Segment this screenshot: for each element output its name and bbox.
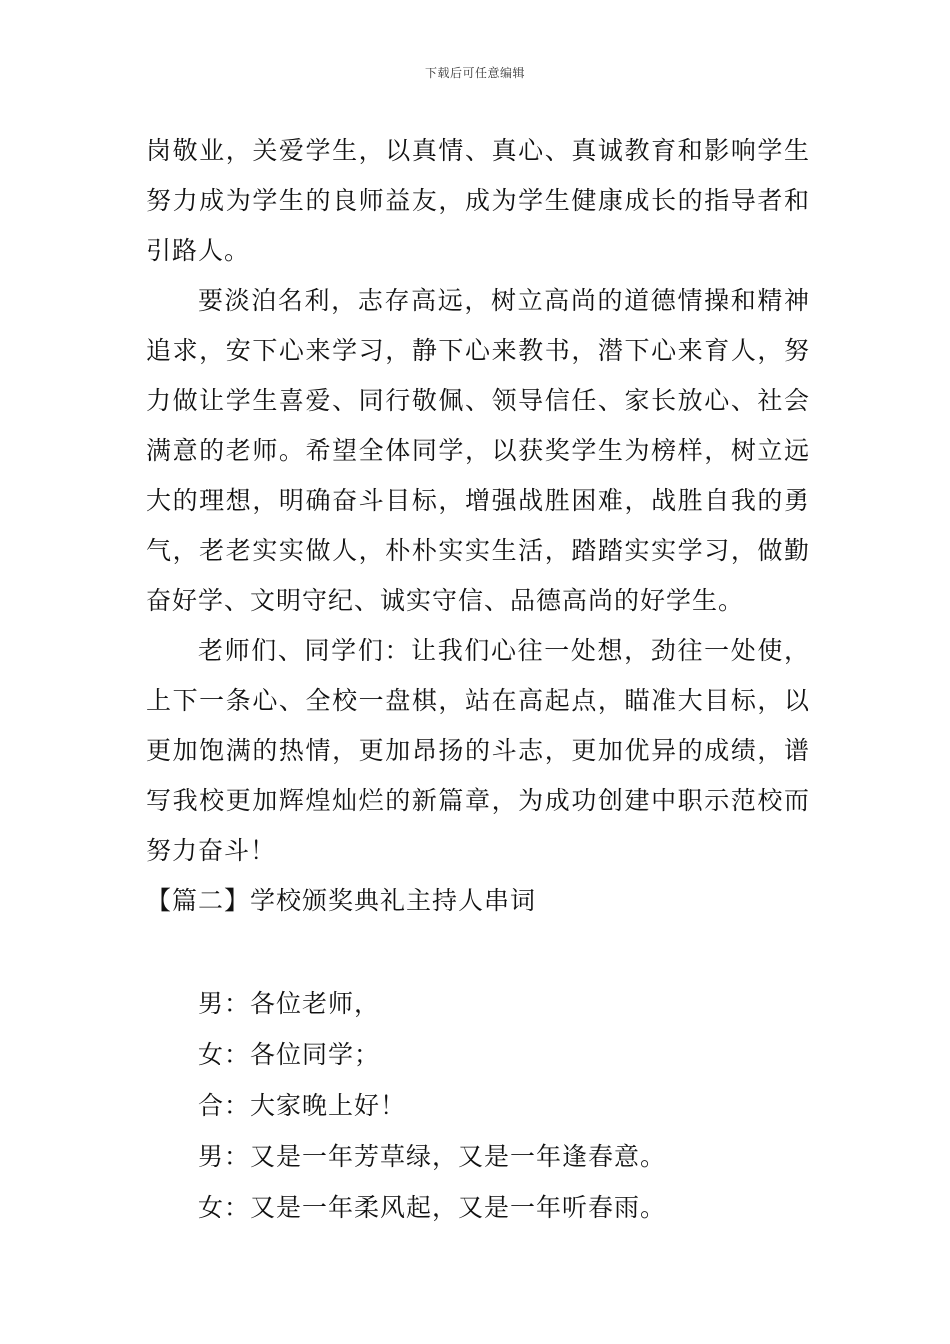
- paragraph-2: 要淡泊名利，志存高远，树立高尚的道德情操和精神追求，安下心来学习，静下心来教书，潜下心来育人，努力做让学生喜爱、同行敬佩、领导信任、家长放心、社会满意的老师。希望全体同学，以获奖学生为榜样，树立远大的理想，明确奋斗目标，增强战胜困难，战胜自我的勇气，老老实实做人，朴朴实实生活，踏踏实实学习，做勤奋好学、文明守纪、诚实守信、品德高尚的好学生。: [146, 286, 810, 615]
- dialogue-list: [146, 978, 810, 1233]
- document-body: [146, 126, 810, 1233]
- section-heading: 【篇二】学校颁奖典礼主持人串词: [146, 886, 537, 915]
- paragraph-3: 老师们、同学们：让我们心往一处想，劲往一处使，上下一条心、全校一盘棋，站在高起点，瞄准大目标，以更加饱满的热情，更加昂扬的斗志，更加优异的成绩，谱写我校更加辉煌灿烂的新篇章，为成功创建中职示范校而努力奋斗！: [146, 636, 810, 865]
- dialogue-line: 女：又是一年柔风起，又是一年听春雨。: [198, 1193, 667, 1222]
- paragraph-1: 岗敬业，关爱学生，以真情、真心、真诚教育和影响学生努力成为学生的良师益友，成为学生健康成长的指导者和引路人。: [146, 136, 810, 265]
- dialogue-line: 合：大家晚上好！: [198, 1091, 407, 1120]
- dialogue-line: 女：各位同学；: [198, 1040, 381, 1069]
- dialogue-line: 男：又是一年芳草绿，又是一年逢春意。: [198, 1142, 667, 1171]
- dialogue-line: 男：各位老师，: [198, 989, 381, 1018]
- page-header: 下载后可任意编辑: [424, 66, 525, 80]
